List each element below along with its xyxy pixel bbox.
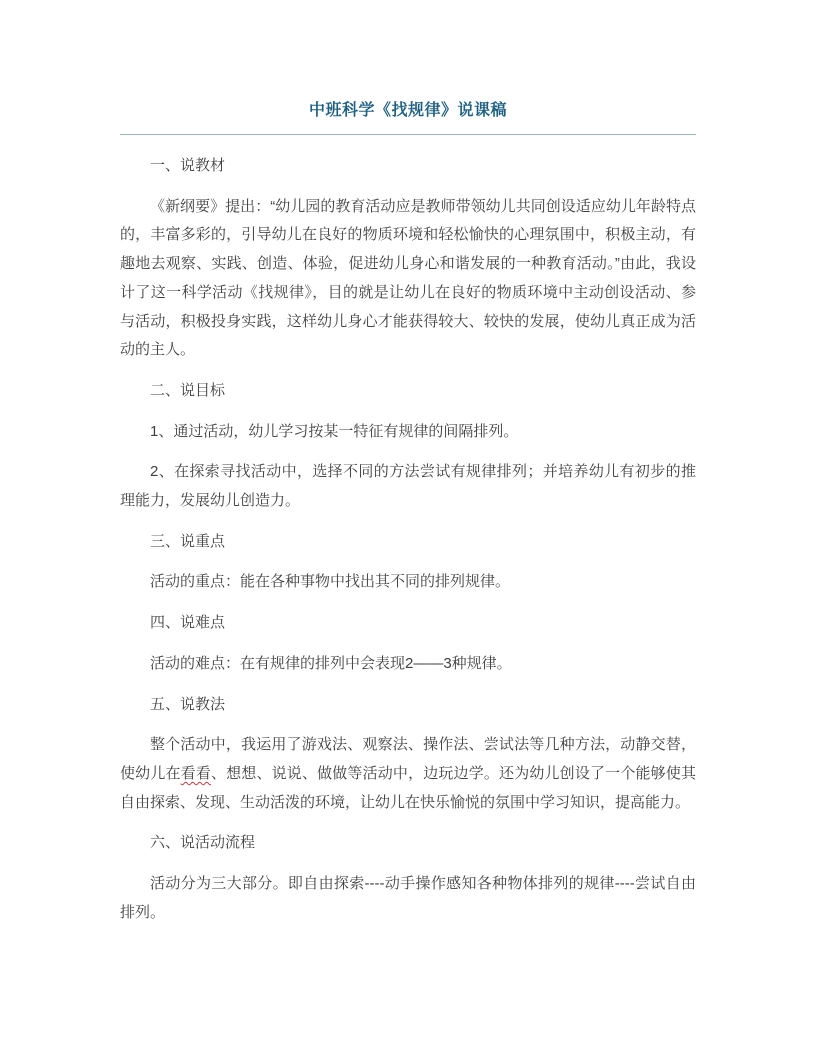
document-title: 中班科学《找规律》说课稿 bbox=[308, 102, 507, 119]
section-4-body: 活动的难点：在有规律的排列中会表现2——3种规律。 bbox=[150, 654, 512, 672]
section-3-body: 活动的重点：能在各种事物中找出其不同的排列规律。 bbox=[150, 573, 511, 591]
section-2-item-2: 2、在探索寻找活动中，选择不同的方法尝试有规律排列；并培养幼儿有初步的推理能力，发展幼儿创造力。 bbox=[120, 463, 696, 510]
section-5-body-pre: 整个活动中，我运用了游戏法、观察法、操作法、尝试法等几种方法，动静交替，使幼儿在 bbox=[120, 736, 696, 782]
section-6-body: 活动分为三大部分。即自由探索----动手操作感知各种物体排列的规律----尝试自由排列。 bbox=[120, 875, 696, 921]
section-1-body: 《新纲要》提出：“幼儿园的教育活动应是教师带领幼儿共同创设适应幼儿年龄特点的，丰富多彩的，引导幼儿在良好的物质环境和轻松愉快的心理氛围中，积极主动，有趣地去观察、实践、创造、体验，促进幼儿身心和谐发展的一种教育活动。”由此，我设计了这一科学活动《找规律》，目的就是让幼儿在良好的物质环境中主动创设活动、参与活动，积极投身实践，这样幼儿身心才能获得较大、较快的发展，使幼儿真正成为活动的主人。 bbox=[120, 197, 696, 359]
section-2-heading: 二、说目标 bbox=[150, 381, 226, 399]
spellcheck-marked-text: 看看 bbox=[180, 764, 211, 782]
section-2-item-1: 1、通过活动，幼儿学习按某一特征有规律的间隔排列。 bbox=[150, 422, 519, 440]
section-1-heading: 一、说教材 bbox=[150, 157, 226, 174]
section-4-heading: 四、说难点 bbox=[150, 614, 226, 632]
section-3-heading: 三、说重点 bbox=[150, 532, 226, 550]
section-5-heading: 五、说教法 bbox=[150, 695, 226, 713]
section-5-body bbox=[120, 731, 696, 817]
title-divider bbox=[120, 134, 696, 135]
section-5-body-post: 、想想、说说、做做等活动中，边玩边学。还为幼儿创设了一个能够使其自由探索、发现、生动活泼的环境，让幼儿在快乐愉悦的氛围中学习知识，提高能力。 bbox=[120, 764, 696, 811]
section-6-heading: 六、说活动流程 bbox=[150, 834, 256, 852]
